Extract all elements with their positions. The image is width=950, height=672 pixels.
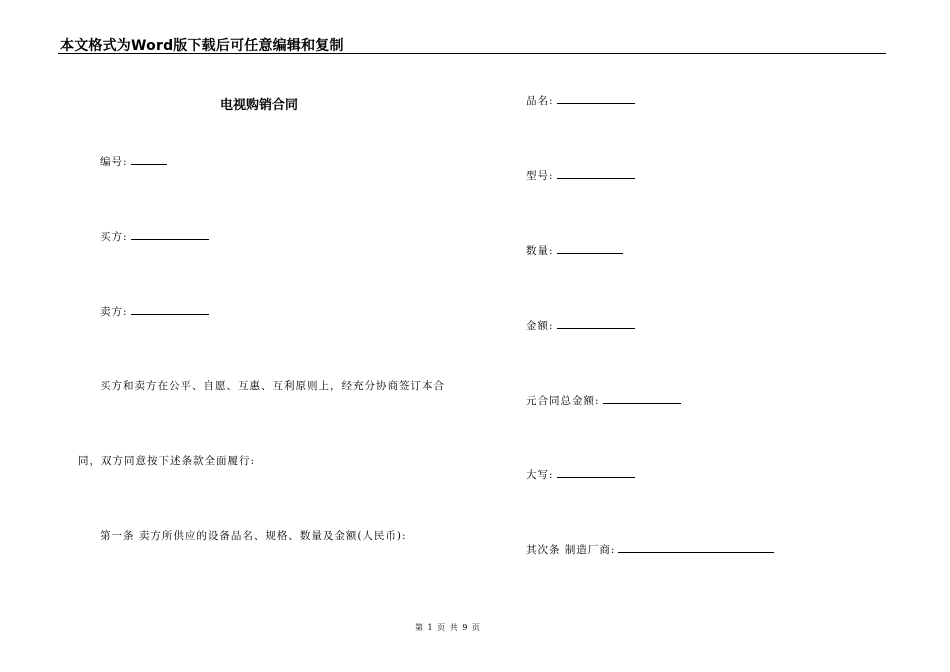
contract-number-field xyxy=(100,154,167,169)
total-amount-field xyxy=(526,393,681,408)
buyer-field xyxy=(100,229,209,244)
buyer-label: 买方: xyxy=(100,231,128,243)
total-amount-label: 元合同总金额: xyxy=(526,395,600,407)
in-words-blank[interactable] xyxy=(557,467,635,478)
seller-field xyxy=(100,304,209,319)
manufacturer-field xyxy=(526,542,774,557)
paragraph-line-2: 同，双方同意按下述条款全面履行: xyxy=(78,455,256,467)
header-divider xyxy=(58,53,886,54)
article-1-heading: 第一条 卖方所供应的设备品名、规格、数量及金额(人民币): xyxy=(100,530,407,542)
contract-number-blank[interactable] xyxy=(131,154,167,165)
in-words-field xyxy=(526,467,635,482)
amount-field xyxy=(526,318,635,333)
model-blank[interactable] xyxy=(557,168,635,179)
quantity-label: 数量: xyxy=(526,245,554,257)
seller-blank[interactable] xyxy=(131,304,209,315)
header-banner: 本文格式为Word版下载后可任意编辑和复制 xyxy=(60,38,344,54)
manufacturer-label: 其次条 制造厂商: xyxy=(526,544,616,556)
in-words-label: 大写: xyxy=(526,469,554,481)
manufacturer-blank[interactable] xyxy=(618,542,774,553)
total-amount-blank[interactable] xyxy=(603,393,681,404)
product-name-blank[interactable] xyxy=(557,93,635,104)
product-name-label: 品名: xyxy=(526,95,554,107)
seller-label: 卖方: xyxy=(100,306,128,318)
paragraph-line-1: 买方和卖方在公平、自愿、互惠、互利原则上，经充分协商签订本合 xyxy=(100,380,445,392)
contract-number-label: 编号: xyxy=(100,156,128,168)
product-name-field xyxy=(526,93,635,108)
amount-blank[interactable] xyxy=(557,318,635,329)
buyer-blank[interactable] xyxy=(131,229,209,240)
page-footer: 第 1 页 共 9 页 xyxy=(415,623,481,632)
quantity-field xyxy=(526,243,623,258)
model-label: 型号: xyxy=(526,170,554,182)
model-field xyxy=(526,168,635,183)
quantity-blank[interactable] xyxy=(557,243,623,254)
document-title: 电视购销合同 xyxy=(220,98,299,113)
amount-label: 金额: xyxy=(526,320,554,332)
